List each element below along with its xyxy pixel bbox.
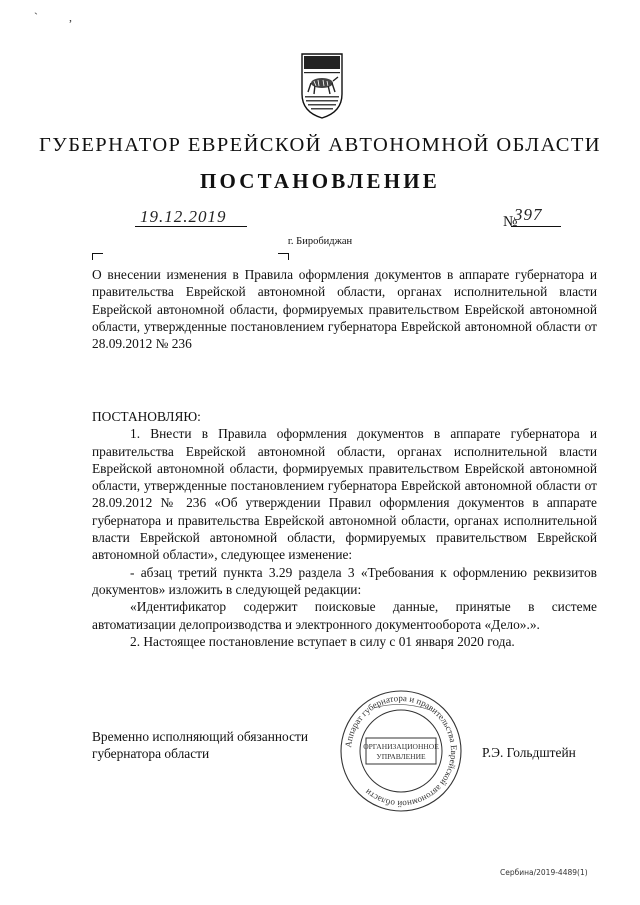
signatory-name: Р.Э. Гольдштейн (482, 745, 576, 760)
document-number: 397 (514, 205, 543, 224)
official-stamp (338, 688, 464, 814)
footer-reference: Сербина/2019-4489(1) (500, 868, 588, 877)
corner-marks: ` , (34, 10, 86, 24)
paragraph-4: 2. Настоящее постановление вступает в силу с 01 января 2020 года. (130, 633, 515, 649)
document-title: О внесении изменения в Правила оформления документов в аппарате губернатора и правительства Еврейской автономной области, органах исполнительной власти Еврейской автономной области, формируемых правительством Еврейской автономной области, утвержденные постановлением губернатора Еврейской автономной области от 28.09.2012 № 236 (92, 267, 597, 352)
title-bracket-right (278, 253, 289, 260)
position-line-1: Временно исполняющий обязанности (92, 729, 309, 744)
stamp-center-line-1: ОРГАНИЗАЦИОННОЕ (363, 742, 439, 751)
coat-of-arms-emblem (300, 50, 344, 120)
document-body (92, 408, 597, 650)
number-underline (511, 226, 561, 227)
stamp-center-line-2: УПРАВЛЕНИЕ (376, 752, 426, 761)
stamp-ring-text: Аппарат губернатора и правительства Еврейской автономной области (343, 692, 460, 810)
paragraph-2: - абзац третий пункта 3.29 раздела 3 «Требования к оформлению реквизитов документов» изложить в следующей редакции: (92, 564, 597, 597)
paragraph-3: «Идентификатор содержит поисковые данные, принятые в системе автоматизации делопроизводства и электронного документооборота «Дело».». (92, 599, 597, 632)
decree-word: ПОСТАНОВЛЯЮ: (92, 409, 201, 424)
paragraph-1: 1. Внести в Правила оформления документов в аппарате губернатора и правительства Еврейской автономной области, органах исполнительной власти Еврейской автономной области, формируемых правительством Еврейской автономной области, утвержденные постановлением губернатора Еврейской автономной области от 28.09.2012 № 236 «Об утверждении Правил оформления документов в аппарате губернатора и правительства Еврейской автономной области, органах исполнительной власти Еврейской автономной области, формируемых правительством Еврейской автономной области», следующее изменение: (92, 426, 597, 563)
title-bracket-left (92, 253, 103, 260)
document-type-heading: ПОСТАНОВЛЕНИЕ (199, 169, 441, 193)
date-underline (135, 226, 247, 227)
number-label: № (503, 214, 518, 230)
signatory-position (92, 728, 308, 763)
position-line-2: губернатора области (92, 746, 210, 762)
document-date: 19.12.2019 (140, 207, 227, 226)
issuer-heading: ГУБЕРНАТОР ЕВРЕЙСКОЙ АВТОНОМНОЙ ОБЛАСТИ (39, 134, 601, 156)
city-name: г. Биробиджан (287, 236, 353, 247)
